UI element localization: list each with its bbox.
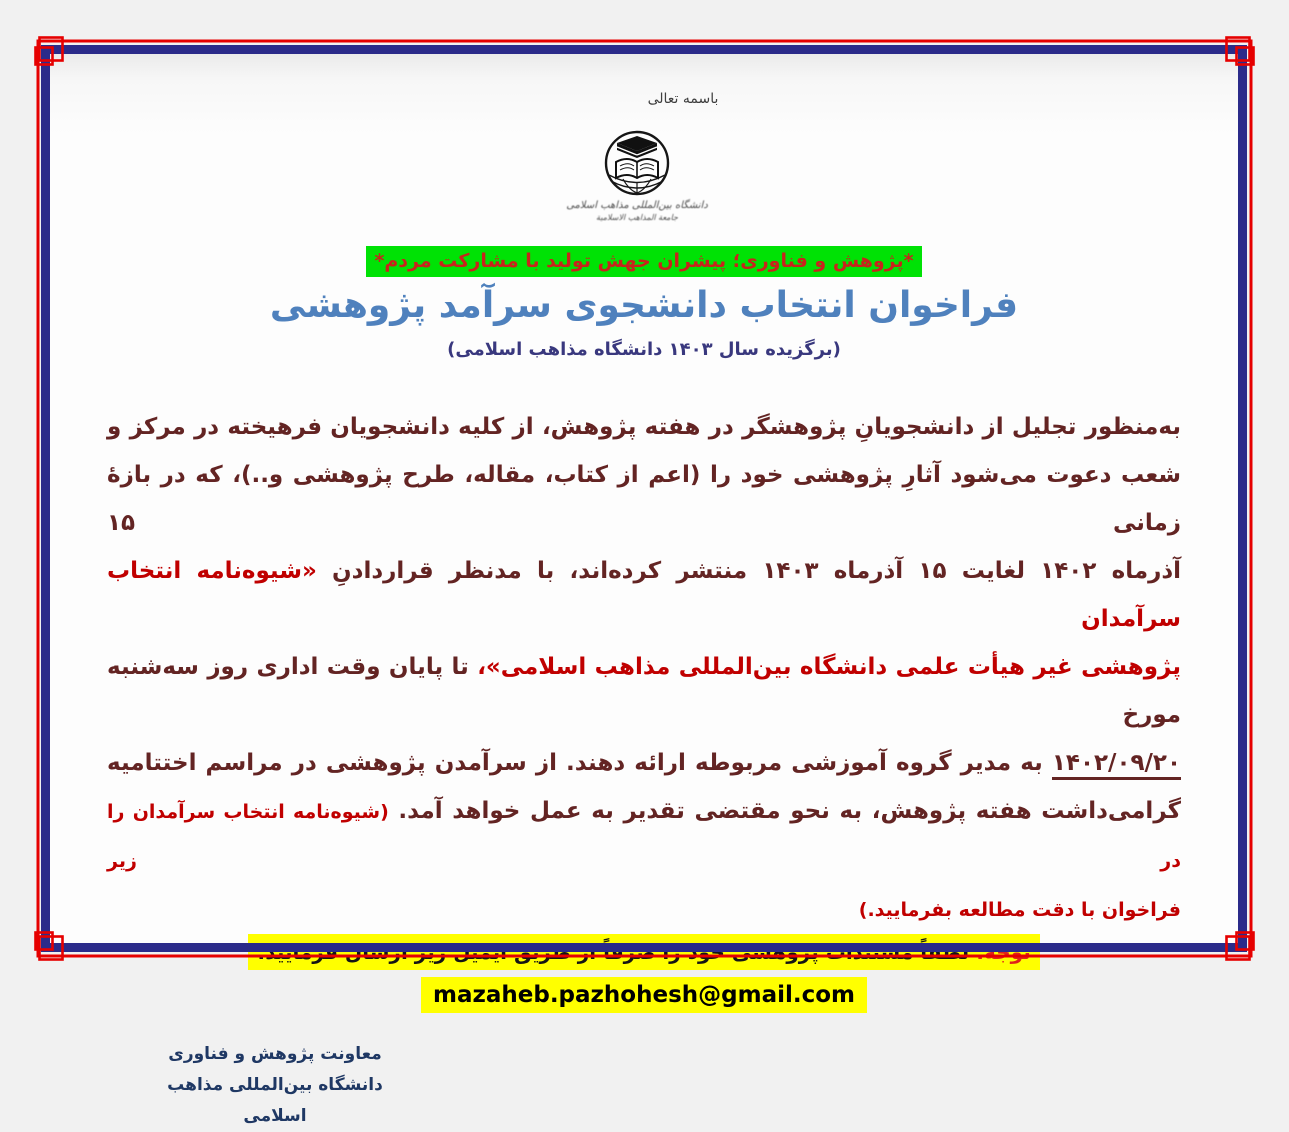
body-run: به‌منظور تجلیل از دانشجویانِ پژوهشگر در هفته پژوهش، از کلیه دانشجویان فرهیخته در مرکز و [107, 414, 1181, 440]
deadline-date: ۱۴۰۲/۰۹/۲۰ [1052, 750, 1181, 780]
body-run: «شیوه‌نامه انتخاب سرآمدان [107, 558, 1181, 632]
body-paragraph [50, 403, 1238, 934]
body-run: پژوهشی غیر هیأت علمی دانشگاه بین‌المللی مذاهب اسلامی»، [477, 654, 1181, 680]
email-row [50, 977, 1238, 1015]
page-subtitle: (برگزیده سال ۱۴۰۳ دانشگاه مذاهب اسلامی) [447, 339, 841, 360]
body-line [107, 739, 1181, 787]
signature-line1: معاونت پژوهش و فناوری [168, 1044, 382, 1064]
page-title: فراخوان انتخاب دانشجوی سرآمد پژوهشی [269, 285, 1019, 326]
body-run: شعب دعوت می‌شود آثارِ پژوهشی خود را (اعم از کتاب، مقاله، طرح پژوهشی و..)، که در بازۀ زمانی ۱۵ [107, 462, 1181, 536]
signature-line2: دانشگاه بین‌المللی مذاهب اسلامی [167, 1075, 383, 1126]
notice-text: لطفاً مستندات پژوهشی خود را صرفاً از طریق ایمیل زیر ارسال فرمایید: [257, 940, 977, 964]
university-logo [43, 130, 1231, 240]
body-line [107, 451, 1181, 547]
logo-calligraphy-line1: دانشگاه بین‌المللی مذاهب اسلامی [566, 200, 708, 211]
notice-highlight [248, 934, 1039, 970]
university-emblem-icon [567, 130, 707, 196]
notice-label: توجه: [976, 940, 1031, 964]
bismillah-text: باسمه تعالی [647, 91, 719, 107]
body-line [107, 547, 1181, 643]
body-run: گرامی‌داشت هفته پژوهش، به نحو مقتضی تقدیر به عمل خواهد آمد. [388, 798, 1182, 824]
signature-block [135, 1039, 415, 1132]
notice-row [50, 934, 1238, 972]
contact-email: mazaheb.pazhohesh@gmail.com [421, 977, 867, 1013]
body-line [107, 643, 1181, 739]
body-run: فراخوان با دقت مطالعه بفرمایید.) [858, 899, 1181, 921]
body-run: به مدیر گروه آموزشی مربوطه ارائه دهند. از سرآمدن پژوهشی در مراسم اختتامیه [107, 750, 1052, 776]
body-run: تا پایان وقت اداری روز سه‌شنبه مورخ [107, 654, 1181, 728]
document-page [50, 54, 1238, 1126]
logo-calligraphy-line2: جامعة المذاهب الاسلامیة [596, 213, 678, 222]
body-run: آذرماه ۱۴۰۲ لغایت ۱۵ آذرماه ۱۴۰۳ منتشر کرده‌اند، با مدنظر قراردادنِ [316, 558, 1181, 584]
research-week-slogan: *پژوهش و فناوری؛ پیشران جهش تولید با مشارکت مردم* [366, 246, 921, 277]
body-run: (شیوه‌نامه انتخاب سرآمدان را در زیر [107, 801, 1181, 872]
body-line [107, 787, 1181, 885]
body-line [107, 885, 1181, 934]
body-line [107, 403, 1181, 451]
